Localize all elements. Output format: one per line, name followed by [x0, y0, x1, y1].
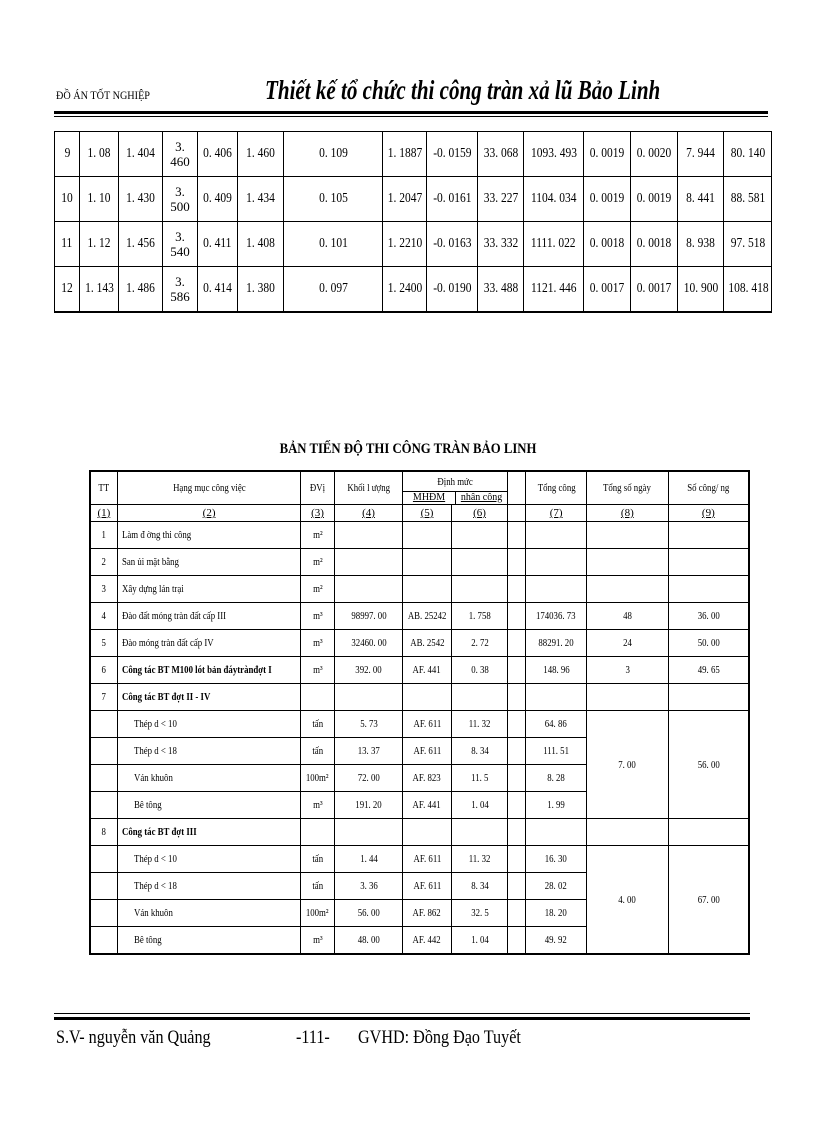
cell-days: [586, 684, 668, 711]
table-cell: 1. 08: [80, 132, 119, 177]
cell-tt: 7: [90, 684, 117, 711]
cell-unit: m²: [301, 522, 334, 549]
cell-qty: [334, 549, 403, 576]
cell-labor: 8. 34: [451, 873, 508, 900]
cell-code: [403, 576, 451, 603]
cell-total: 148. 96: [526, 657, 587, 684]
cell-code: AF. 442: [403, 927, 451, 955]
table-cell: 1. 2210: [383, 222, 427, 267]
cell-total: 111. 51: [526, 738, 587, 765]
table-cell: 0. 409: [198, 177, 238, 222]
cell-labor: 2. 72: [451, 630, 508, 657]
cell-code: AB. 25242: [403, 603, 451, 630]
cell-item: Xây dựng lán trại: [117, 576, 301, 603]
table-row: [55, 267, 772, 313]
cell-labor: [451, 819, 508, 846]
cell-code: AF. 611: [403, 873, 451, 900]
table-cell: 0. 0019: [584, 132, 631, 177]
table-row: [55, 132, 772, 177]
cell-total: [526, 522, 587, 549]
table-row: [55, 222, 772, 267]
table-cell-stacked: 3. 460: [163, 132, 198, 177]
header-norm: Định mức MHĐM nhân công: [403, 471, 508, 505]
cell-labor: [451, 522, 508, 549]
table-cell: 8. 938: [678, 222, 724, 267]
cell-unit: [301, 819, 334, 846]
table-cell: 0. 105: [284, 177, 383, 222]
table-cell: 33. 332: [478, 222, 524, 267]
cell-tt: [90, 927, 117, 955]
table-cell: 1. 143: [80, 267, 119, 313]
table-row: [55, 177, 772, 222]
cell-labor: 0. 38: [451, 657, 508, 684]
cell-days-merged: 4. 00: [586, 846, 668, 955]
cell-spacer: [508, 657, 526, 684]
cell-total: 49. 92: [526, 927, 587, 955]
table-cell: 33. 068: [478, 132, 524, 177]
cell-item: Bê tông: [117, 927, 301, 955]
table-cell: 1093. 493: [524, 132, 584, 177]
cell-total: [526, 576, 587, 603]
cell-unit: m³: [301, 927, 334, 955]
cell-total: 16. 30: [526, 846, 587, 873]
cell-total: [526, 549, 587, 576]
table-cell: 1. 404: [119, 132, 163, 177]
cell-code: [403, 549, 451, 576]
cell-total: [526, 819, 587, 846]
cell-unit: m³: [301, 657, 334, 684]
cell-item: Công tác BT đợt II - IV: [117, 684, 301, 711]
table-cell: -0. 0190: [427, 267, 478, 313]
cell-item: Thép d < 18: [117, 738, 301, 765]
header-title: Thiết kế tổ chức thi công tràn xả lũ Bảo Linh: [265, 75, 661, 105]
cell-item: Đào đất móng tràn đất cấp III: [117, 603, 301, 630]
cell-total: 174036. 73: [526, 603, 587, 630]
table-row: [90, 819, 749, 846]
table-row: [90, 576, 749, 603]
table-row: [90, 711, 749, 738]
table-cell-stacked: 3. 540: [163, 222, 198, 267]
column-number-row: (1) (2) (3) (4) (5) (6) (7) (8) (9): [90, 505, 749, 522]
cell-item: Thép d < 10: [117, 846, 301, 873]
cell-labor: 32. 5: [451, 900, 508, 927]
cell-days: 24: [586, 630, 668, 657]
table-cell-stacked: 3. 586: [163, 267, 198, 313]
footer-page-number: -111-: [296, 1027, 330, 1048]
cell-total: 88291. 20: [526, 630, 587, 657]
cell-code: [403, 522, 451, 549]
cell-labor: 11. 5: [451, 765, 508, 792]
table-cell: 1. 2047: [383, 177, 427, 222]
table-cell: 33. 227: [478, 177, 524, 222]
cell-item: Ván khuôn: [117, 765, 301, 792]
table-cell: -0. 0161: [427, 177, 478, 222]
cell-days: [586, 819, 668, 846]
cell-code: AF. 441: [403, 657, 451, 684]
cell-unit: [301, 684, 334, 711]
table-cell: 1. 380: [238, 267, 284, 313]
table-cell: 0. 0017: [631, 267, 678, 313]
cell-qty: 32460. 00: [334, 630, 403, 657]
cell-qty: 13. 37: [334, 738, 403, 765]
table-cell: 7. 944: [678, 132, 724, 177]
table-row: [90, 846, 749, 873]
header-days: Tổng số ngày: [586, 471, 668, 505]
cell-spacer: [508, 927, 526, 955]
table-cell: -0. 0159: [427, 132, 478, 177]
cell-code: AF. 823: [403, 765, 451, 792]
cell-spacer: [508, 846, 526, 873]
cell-unit: m²: [301, 549, 334, 576]
table-cell: 9: [55, 132, 80, 177]
cell-total: 1. 99: [526, 792, 587, 819]
table-row: [90, 549, 749, 576]
table-cell: -0. 0163: [427, 222, 478, 267]
cell-spacer: [508, 819, 526, 846]
cell-code: AF. 611: [403, 738, 451, 765]
cell-unit: m³: [301, 792, 334, 819]
cell-spacer: [508, 738, 526, 765]
footer-advisor: GVHD: Đồng Đạo Tuyết: [358, 1027, 521, 1048]
table-cell: 80. 140: [724, 132, 772, 177]
cell-workers: 50. 00: [668, 630, 749, 657]
cell-code: AF. 611: [403, 711, 451, 738]
table-cell: 1. 2400: [383, 267, 427, 313]
cell-qty: 72. 00: [334, 765, 403, 792]
table-cell: 88. 581: [724, 177, 772, 222]
cell-labor: [451, 684, 508, 711]
header-rule-thick: [54, 111, 768, 114]
cell-unit: tấn: [301, 711, 334, 738]
cell-workers: [668, 522, 749, 549]
table-cell: 12: [55, 267, 80, 313]
table-cell: 1. 12: [80, 222, 119, 267]
cell-tt: 5: [90, 630, 117, 657]
cell-tt: 4: [90, 603, 117, 630]
cell-code: [403, 684, 451, 711]
header-tt: TT: [90, 471, 117, 505]
header-item: Hạng mục công việc: [117, 471, 301, 505]
cell-workers: [668, 549, 749, 576]
cell-spacer: [508, 630, 526, 657]
cell-item: Ván khuôn: [117, 900, 301, 927]
cell-labor: [451, 549, 508, 576]
cell-spacer: [508, 684, 526, 711]
table-cell: 1. 408: [238, 222, 284, 267]
header-total: Tổng công: [526, 471, 587, 505]
table-cell: 10. 900: [678, 267, 724, 313]
cell-unit: 100m²: [301, 765, 334, 792]
cell-tt: [90, 900, 117, 927]
cell-qty: 98997. 00: [334, 603, 403, 630]
cell-spacer: [508, 765, 526, 792]
cell-code: AF. 441: [403, 792, 451, 819]
footer-student: S.V- nguyễn văn Quảng: [56, 1027, 211, 1048]
table-cell: 1121. 446: [524, 267, 584, 313]
cell-spacer: [508, 576, 526, 603]
cell-code: AF. 862: [403, 900, 451, 927]
table-cell: 1104. 034: [524, 177, 584, 222]
table-cell: 8. 441: [678, 177, 724, 222]
cell-item: Bê tông: [117, 792, 301, 819]
cell-days: [586, 549, 668, 576]
cell-tt: [90, 711, 117, 738]
cell-item: Công tác BT M100 lót bản đáytrànđợt I: [117, 657, 301, 684]
cell-tt: [90, 846, 117, 873]
table-cell: 0. 097: [284, 267, 383, 313]
cell-tt: [90, 792, 117, 819]
cell-tt: 6: [90, 657, 117, 684]
header-rule-thin: [54, 116, 768, 117]
cell-tt: 2: [90, 549, 117, 576]
table-row: [90, 657, 749, 684]
table-cell: 0. 414: [198, 267, 238, 313]
cell-unit: m³: [301, 630, 334, 657]
footer-rule-thick: [54, 1017, 750, 1020]
cell-total: 8. 28: [526, 765, 587, 792]
table-cell: 1. 456: [119, 222, 163, 267]
cell-qty: [334, 819, 403, 846]
cell-spacer: [508, 711, 526, 738]
table-cell: 97. 518: [724, 222, 772, 267]
table-cell: 1111. 022: [524, 222, 584, 267]
cell-spacer: [508, 522, 526, 549]
table-cell: 1. 434: [238, 177, 284, 222]
cell-code: AF. 611: [403, 846, 451, 873]
table-cell: 1. 10: [80, 177, 119, 222]
table-cell: 10: [55, 177, 80, 222]
table-cell: 0. 0019: [584, 177, 631, 222]
calculation-table: [54, 131, 772, 313]
cell-qty: 56. 00: [334, 900, 403, 927]
table-cell: 0. 0018: [631, 222, 678, 267]
header-unit: ĐVị: [301, 471, 334, 505]
cell-code: [403, 819, 451, 846]
table-cell: 1. 486: [119, 267, 163, 313]
table-row: [90, 684, 749, 711]
cell-tt: 3: [90, 576, 117, 603]
cell-tt: 1: [90, 522, 117, 549]
cell-item: Đào móng tràn đất cấp IV: [117, 630, 301, 657]
cell-item: Thép d < 10: [117, 711, 301, 738]
table-cell: 0. 0017: [584, 267, 631, 313]
cell-qty: 191. 20: [334, 792, 403, 819]
cell-item: Công tác BT đợt III: [117, 819, 301, 846]
table-cell: 0. 109: [284, 132, 383, 177]
cell-unit: m²: [301, 576, 334, 603]
cell-item: Thép d < 18: [117, 873, 301, 900]
table-cell: 33. 488: [478, 267, 524, 313]
cell-days: [586, 522, 668, 549]
cell-qty: [334, 684, 403, 711]
cell-spacer: [508, 873, 526, 900]
cell-workers-merged: 56. 00: [668, 711, 749, 819]
table-cell: 108. 418: [724, 267, 772, 313]
cell-labor: 8. 34: [451, 738, 508, 765]
cell-unit: 100m²: [301, 900, 334, 927]
cell-qty: 3. 36: [334, 873, 403, 900]
cell-tt: 8: [90, 819, 117, 846]
cell-qty: 5. 73: [334, 711, 403, 738]
cell-labor: 11. 32: [451, 846, 508, 873]
cell-workers: [668, 819, 749, 846]
table-cell: 11: [55, 222, 80, 267]
cell-workers: 36. 00: [668, 603, 749, 630]
cell-spacer: [508, 549, 526, 576]
header-project-label: ĐỒ ÁN TỐT NGHIỆP: [56, 88, 150, 102]
table-cell: 0. 0019: [631, 177, 678, 222]
table-row: [90, 603, 749, 630]
cell-days: 3: [586, 657, 668, 684]
cell-labor: 1. 04: [451, 792, 508, 819]
cell-workers-merged: 67. 00: [668, 846, 749, 955]
table-cell: 0. 411: [198, 222, 238, 267]
cell-labor: [451, 576, 508, 603]
cell-total: [526, 684, 587, 711]
cell-total: 64. 86: [526, 711, 587, 738]
cell-qty: 48. 00: [334, 927, 403, 955]
cell-workers: [668, 576, 749, 603]
table-cell-stacked: 3. 500: [163, 177, 198, 222]
cell-total: 28. 02: [526, 873, 587, 900]
cell-tt: [90, 873, 117, 900]
cell-total: 18. 20: [526, 900, 587, 927]
cell-days-merged: 7. 00: [586, 711, 668, 819]
table-cell: 1. 1887: [383, 132, 427, 177]
table-row: [90, 522, 749, 549]
table-cell: 0. 101: [284, 222, 383, 267]
cell-days: [586, 576, 668, 603]
cell-spacer: [508, 900, 526, 927]
cell-qty: 1. 44: [334, 846, 403, 873]
cell-code: AB. 2542: [403, 630, 451, 657]
footer-rule-thin: [54, 1013, 750, 1014]
cell-qty: 392. 00: [334, 657, 403, 684]
cell-tt: [90, 738, 117, 765]
cell-labor: 1. 04: [451, 927, 508, 955]
cell-workers: [668, 684, 749, 711]
cell-qty: [334, 522, 403, 549]
table-cell: 0. 0020: [631, 132, 678, 177]
cell-item: Làm đ ờng thi công: [117, 522, 301, 549]
schedule-header-row: [90, 471, 749, 505]
cell-spacer: [508, 603, 526, 630]
table-cell: 0. 406: [198, 132, 238, 177]
cell-unit: tấn: [301, 738, 334, 765]
cell-labor: 11. 32: [451, 711, 508, 738]
table-cell: 1. 430: [119, 177, 163, 222]
table-row: [90, 630, 749, 657]
schedule-title: BẢN TIẾN ĐỘ THI CÔNG TRÀN BẢO LINH: [279, 441, 537, 457]
header-spacer: [508, 471, 526, 505]
table-cell: 1. 460: [238, 132, 284, 177]
cell-item: San ủi mặt bằng: [117, 549, 301, 576]
cell-workers: 49. 65: [668, 657, 749, 684]
cell-qty: [334, 576, 403, 603]
table-cell: 0. 0018: [584, 222, 631, 267]
header-workers: Số công/ ng: [668, 471, 749, 505]
cell-unit: tấn: [301, 846, 334, 873]
cell-labor: 1. 758: [451, 603, 508, 630]
cell-unit: tấn: [301, 873, 334, 900]
header-qty: Khối l ượng: [334, 471, 403, 505]
cell-days: 48: [586, 603, 668, 630]
cell-spacer: [508, 792, 526, 819]
cell-tt: [90, 765, 117, 792]
schedule-table: [89, 470, 750, 955]
cell-unit: m³: [301, 603, 334, 630]
